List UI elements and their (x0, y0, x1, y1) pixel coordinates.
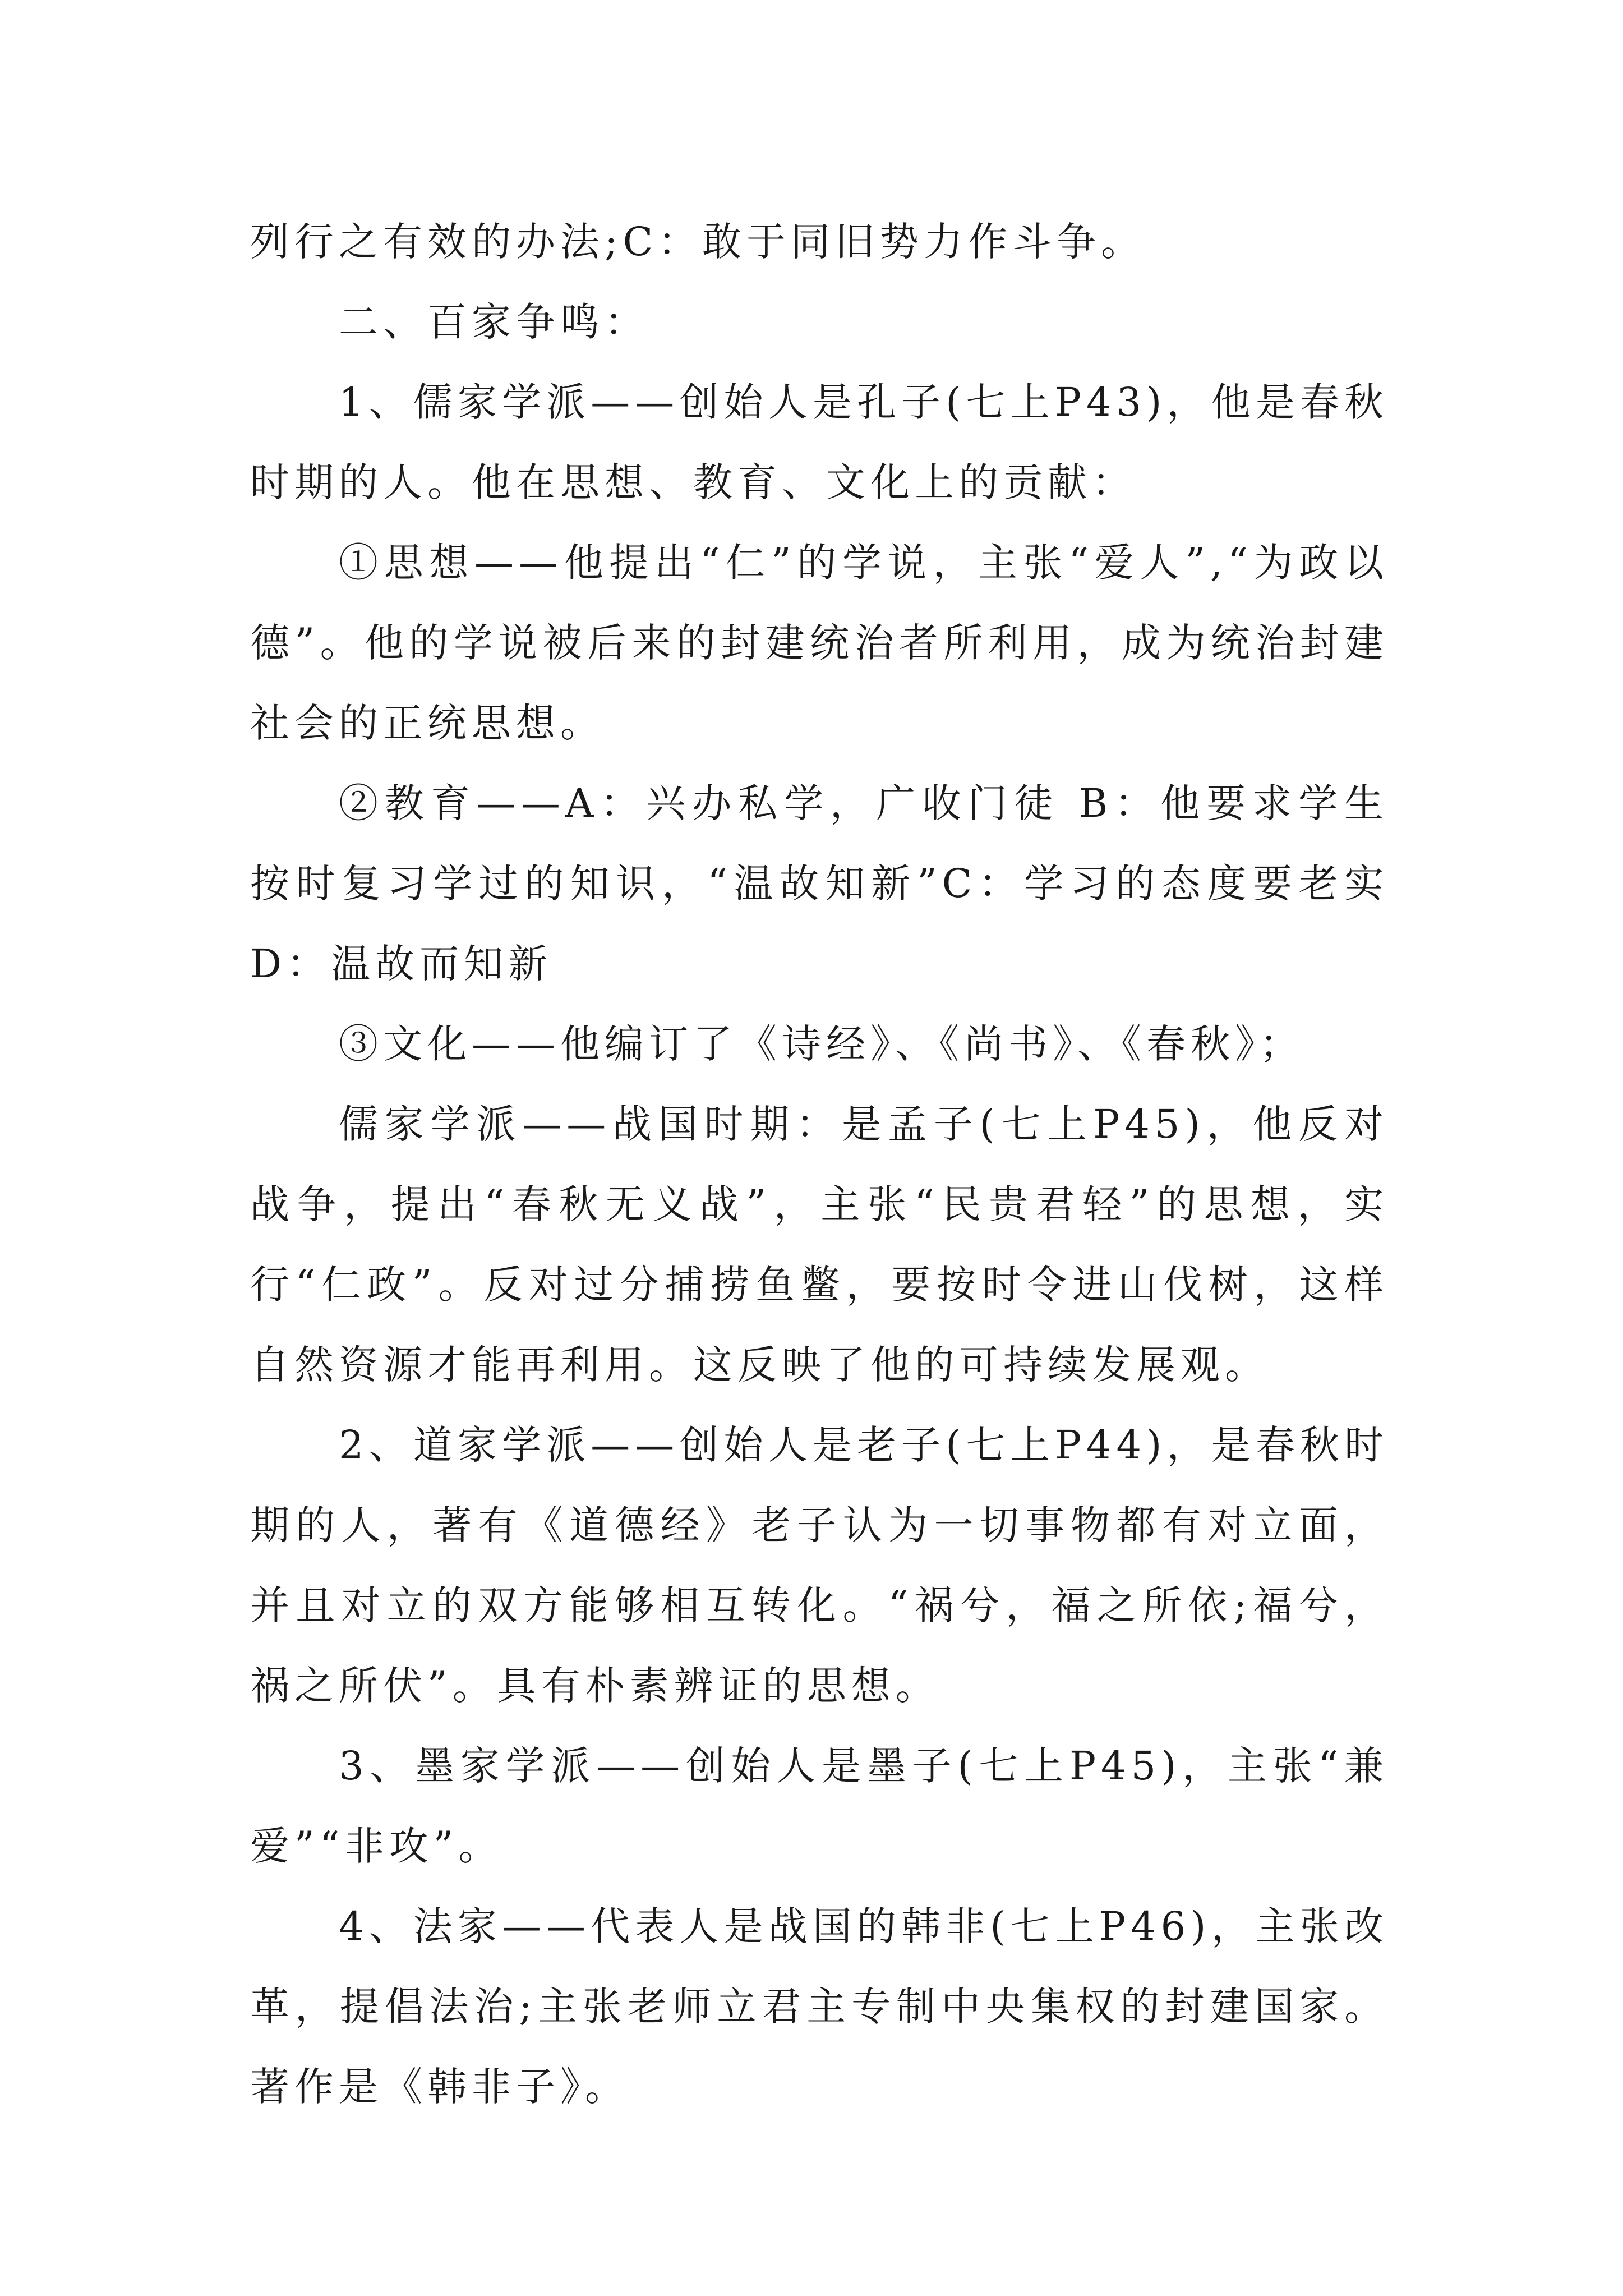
paragraph-confucius-education: ②教育——A：兴办私学，广收门徒 B：他要求学生按时复习学过的知识，“温故知新”C：学习的态度要老实 D：温故而知新 (250, 780, 1389, 987)
paragraph-taoist-school: 2、道家学派——创始人是老子(七上P44)，是春秋时期的人，著有《道德经》老子认为一切事物都有对立面，并且对立的双方能够相互转化。“祸兮，福之所依;福兮，祸之所伏”。具有朴素辨证的思想。 (250, 1422, 1389, 1709)
section-heading-hundred-schools: 二、百家争鸣： (339, 299, 649, 345)
document-body (250, 202, 1389, 2127)
paragraph-mohist-school: 3、墨家学派——创始人是墨子(七上P45)，主张“兼爱”“非攻”。 (250, 1743, 1389, 1869)
paragraph-confucian-school: 1、儒家学派——创始人是孔子(七上P43)，他是春秋时期的人。他在思想、教育、文化上的贡献： (250, 379, 1389, 505)
paragraph-confucius-thought: ①思想——他提出“仁”的学说，主张“爱人”,“为政以德”。他的学说被后来的封建统治者所利用，成为统治封建社会的正统思想。 (250, 540, 1389, 746)
paragraph-confucius-culture: ③文化——他编订了《诗经》、《尚书》、《春秋》； (339, 1021, 1304, 1067)
paragraph-mencius: 儒家学派——战国时期：是孟子(七上P45)，他反对战争，提出“春秋无义战”，主张“民贵君轻”的思想，实行“仁政”。反对过分捕捞鱼鳖，要按时令进山伐树，这样自然资源才能再利用。这反映了他的可持续发展观。 (250, 1101, 1389, 1388)
paragraph-continuation: 列行之有效的办法;C：敢于同旧势力作斗争。 (250, 219, 1146, 265)
paragraph-legalist-school: 4、法家——代表人是战国的韩非(七上P46)，主张改革，提倡法治;主张老师立君主专制中央集权的封建国家。著作是《韩非子》。 (250, 1903, 1389, 2110)
